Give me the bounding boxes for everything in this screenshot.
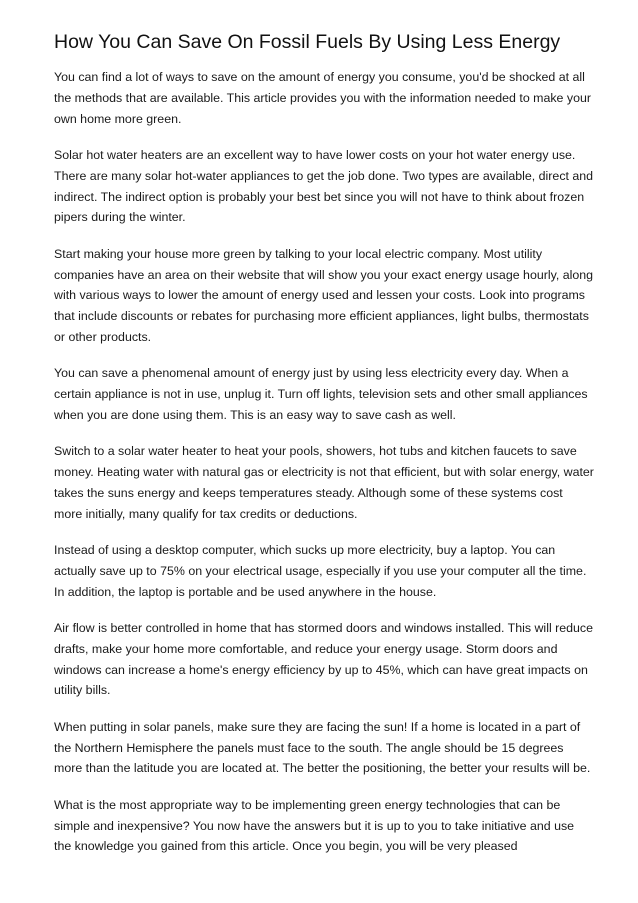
paragraph: You can find a lot of ways to save on the amount of energy you consume, you'd be shocked at all the methods that are available. This article provides you with the information needed to make your own home more green. <box>54 70 591 126</box>
paragraph: Switch to a solar water heater to heat your pools, showers, hot tubs and kitchen faucets to save money. Heating water with natural gas or electricity is not that efficient, but with solar energy, water takes the suns energy and keeps temperatures steady. Although some of these systems cost more initially, many qualify for tax credits or deductions. <box>54 444 594 521</box>
paragraph: Instead of using a desktop computer, which sucks up more electricity, buy a laptop. You can actually save up to 75% on your electrical usage, especially if you use your computer all the time. In addition, the laptop is portable and be used anywhere in the house. <box>54 543 587 599</box>
paragraph: When putting in solar panels, make sure they are facing the sun! If a home is located in a part of the Northern Hemisphere the panels must face to the south. The angle should be 15 degrees more than the latitude you are located at. The better the positioning, the better your results will be. <box>54 719 591 776</box>
document-title: How You Can Save On Fossil Fuels By Using Less Energy <box>54 31 561 53</box>
paragraph: Solar hot water heaters are an excellent way to have lower costs on your hot water energy use. There are many solar hot-water appliances to get the job done. Two types are available, direct and indirect. The indirect option is probably your best bet since you will not have to think about frozen pipers during the winter. <box>54 147 594 225</box>
paragraph: What is the most appropriate way to be implementing green energy technologies that can be simple and inexpensive? You now have the answers but it is up to you to take initiative and use the knowledge you gained from this article. Once you begin, you will be very pleased <box>54 797 575 854</box>
paragraph: Air flow is better controlled in home that has stormed doors and windows installed. This will reduce drafts, make your home more comfortable, and reduce your energy usage. Storm doors and windows can increase a home's energy efficiency by up to 45%, which can have great impacts on utility bills. <box>54 621 594 698</box>
document-body <box>54 67 594 873</box>
paragraph: Start making your house more green by talking to your local electric company. Most utility companies have an area on their website that will show you your exact energy usage hourly, along with various ways to lower the amount of energy used and lessen your costs. Look into programs that include discounts or rebates for purchasing more efficient appliances, light bulbs, thermostats or other products. <box>54 246 594 344</box>
paragraph: You can save a phenomenal amount of energy just by using less electricity every day. When a certain appliance is not in use, unplug it. Turn off lights, television sets and other small appliances when you are done using them. This is an easy way to save cash as well. <box>54 366 588 422</box>
